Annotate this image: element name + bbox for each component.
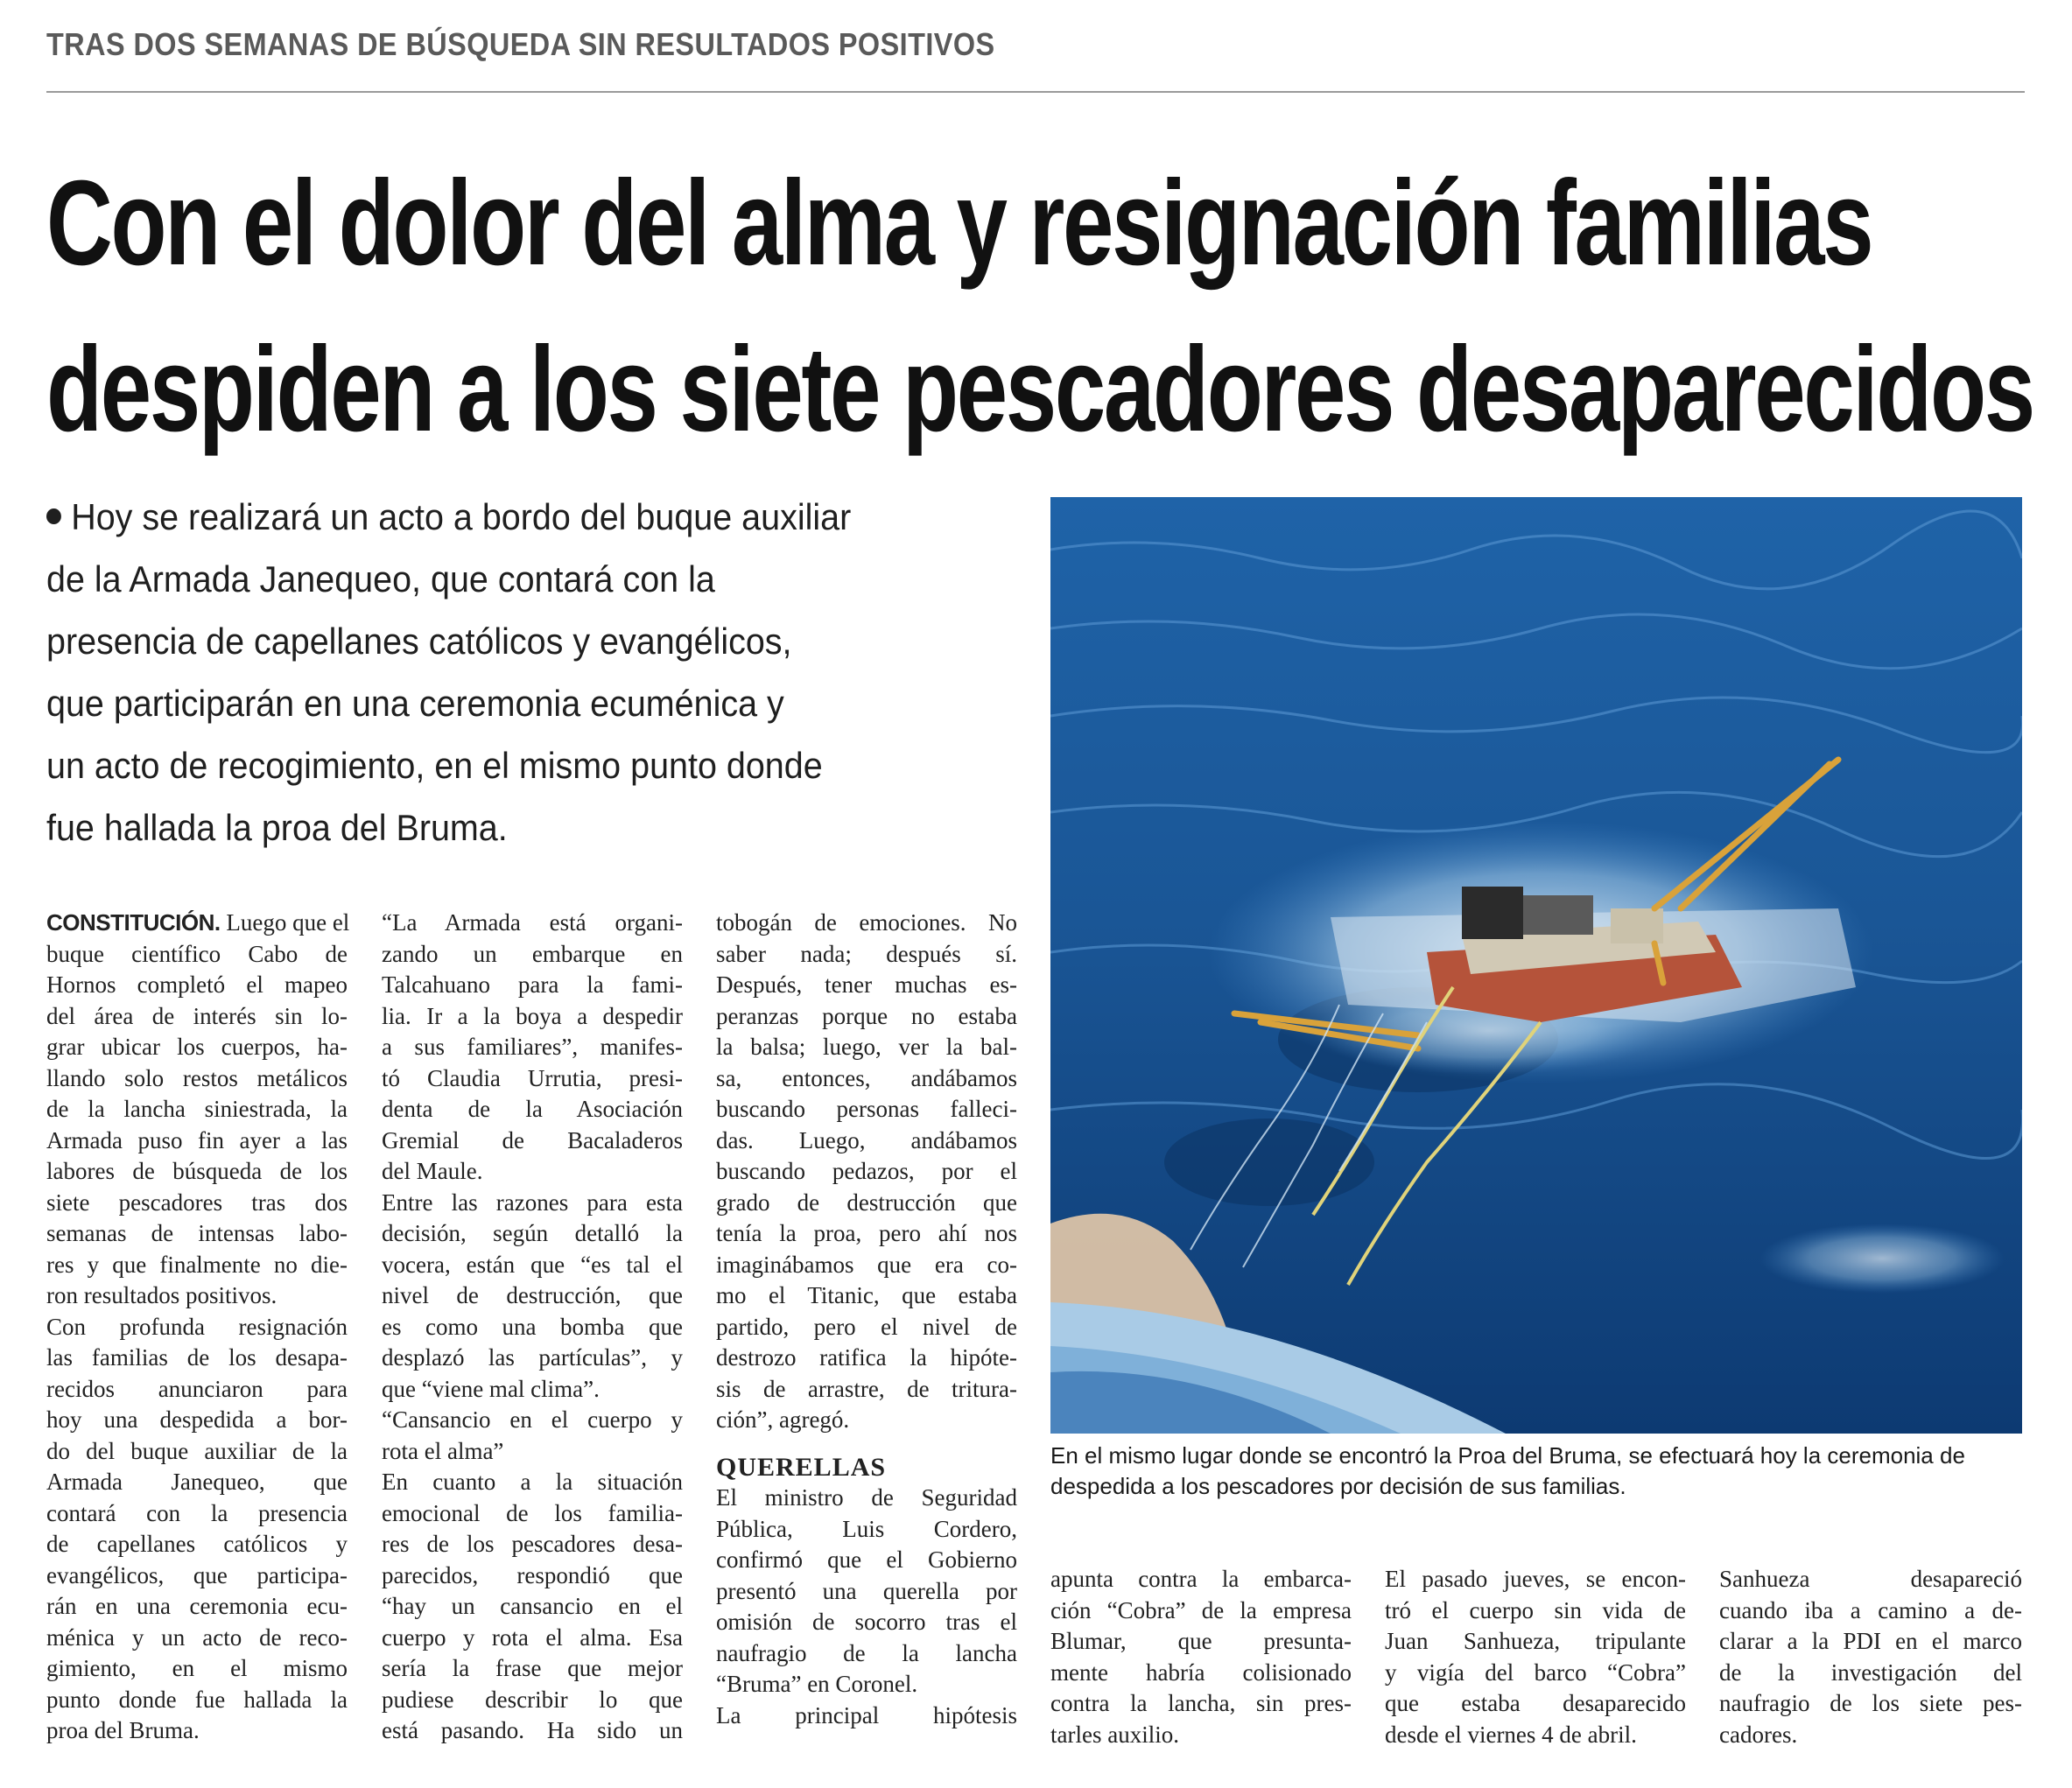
text-line: de la investigación del: [1719, 1658, 2022, 1686]
text-line: sería la frase que mejor: [382, 1655, 683, 1681]
text-line: Hornos completó el mapeo: [46, 971, 348, 998]
text-line: lia. Ir a la boya a despedir: [382, 1002, 683, 1029]
text-line: La principal hipótesis: [716, 1701, 1017, 1728]
text-line: del Maule.: [382, 1158, 483, 1184]
text-line: de capellanes católicos y: [46, 1531, 348, 1557]
caption-line: En el mismo lugar donde se encontró la Proa del Bruma, se efectuará hoy la ceremonia de: [1050, 1442, 1965, 1469]
text-line: cuando iba a camino a de-: [1719, 1596, 2022, 1623]
text-line: presentó una querella por: [716, 1577, 1017, 1604]
text-line: omisión de socorro tras el: [716, 1609, 1017, 1635]
text-line: Pública, Luis Cordero,: [716, 1515, 1017, 1542]
text-line: ción”, agregó.: [716, 1406, 850, 1433]
section-subhead: QUERELLAS: [716, 1452, 887, 1482]
text-line: rán en una ceremonia ecu-: [46, 1593, 348, 1619]
lead-line: que participarán en una ceremonia ecuménica y: [46, 683, 784, 724]
body-column-6: [1719, 1564, 2022, 1750]
text-line: contra la lancha, sin pres-: [1050, 1690, 1352, 1716]
text-line: naufragio de los siete pes-: [1719, 1690, 2022, 1716]
text-line: das. Luego, andábamos: [716, 1126, 1017, 1153]
body-column-4: [1050, 1564, 1352, 1750]
text-line: peranzas porque no estaba: [716, 1002, 1017, 1029]
text-line: buscando personas falleci-: [716, 1096, 1017, 1122]
text-line: rota el alma”: [382, 1437, 504, 1464]
lead-line: presencia de capellanes católicos y evangélicos,: [46, 621, 792, 662]
text-line: Juan Sanhueza, tripulante: [1385, 1628, 1686, 1654]
text-line: El ministro de Seguridad: [716, 1484, 1017, 1511]
text-line: recidos anunciaron para: [46, 1375, 348, 1402]
divider: [46, 91, 2025, 93]
text-line: decisión, según detalló la: [382, 1220, 683, 1246]
text-line: emocional de los familia-: [382, 1499, 683, 1526]
text-line: hoy una despedida a bor-: [46, 1406, 348, 1433]
text-line: denta de la Asociación: [382, 1096, 683, 1122]
shipwreck-photo: [1050, 497, 2022, 1434]
text-line: semanas de intensas labo-: [46, 1220, 348, 1246]
text-line: partido, pero el nivel de: [716, 1313, 1017, 1340]
text-line: Armada puso fin ayer a las: [46, 1126, 348, 1153]
photo-caption: [1050, 1441, 2022, 1502]
text-line: El pasado jueves, se encon-: [1385, 1566, 1686, 1592]
text-line: cadores.: [1719, 1721, 1798, 1748]
caption-line: despedida a los pescadores por decisión de sus familias.: [1050, 1473, 1626, 1499]
text-line: las familias de los desapa-: [46, 1344, 348, 1371]
lead-line: de la Armada Janequeo, que contará con la: [46, 558, 715, 600]
text-line: “La Armada está organi-: [382, 909, 683, 936]
text-line: siete pescadores tras dos: [46, 1188, 348, 1216]
text-line: pudiese describir lo que: [382, 1686, 683, 1713]
text-line: buscando pedazos, por el: [716, 1158, 1017, 1184]
text-line: gimiento, en el mismo: [46, 1655, 348, 1681]
body-column-1: [46, 908, 348, 1747]
text-line: evangélicos, que participa-: [46, 1561, 348, 1588]
text-line: tó Claudia Urrutia, presi-: [382, 1064, 683, 1091]
text-line: destrozo ratifica la hipóte-: [716, 1344, 1017, 1371]
text-line: confirmó que el Gobierno: [716, 1546, 1017, 1573]
body-column-3: [716, 908, 1017, 1731]
text-line: apunta contra la embarca-: [1050, 1566, 1352, 1592]
text-line: tenía la proa, pero ahí nos: [716, 1220, 1017, 1246]
lead-line: un acto de recogimiento, en el mismo punto donde: [46, 745, 823, 786]
text-line: llando solo restos metálicos: [46, 1064, 348, 1091]
text-line: que “viene mal clima”.: [382, 1375, 600, 1402]
text-line: tarles auxilio.: [1050, 1721, 1179, 1748]
text-line: “Bruma” en Coronel.: [716, 1671, 918, 1697]
text-line: sis de arrastre, de tritura-: [716, 1375, 1017, 1402]
text-line: punto donde fue hallada la: [46, 1686, 348, 1713]
text-line: grado de destrucción que: [716, 1188, 1017, 1216]
lead-line: fue hallada la proa del Bruma.: [46, 807, 508, 848]
text-line: Sanhueza desapareció: [1719, 1566, 2022, 1592]
bullet-icon: [46, 508, 61, 524]
text-line: Talcahuano para la fami-: [382, 971, 683, 998]
headline-line: despiden a los siete pescadores desaparecidos: [46, 322, 2033, 457]
text-line: buque científico Cabo de: [46, 940, 348, 967]
text-line: que estaba desaparecido: [1385, 1690, 1686, 1716]
text-line: mo el Titanic, que estaba: [716, 1282, 1017, 1308]
text-line: “Cansancio en el cuerpo y: [382, 1406, 683, 1433]
text-line: Con profunda resignación: [46, 1313, 348, 1340]
text-line: cuerpo y rota el alma. Esa: [382, 1623, 683, 1651]
text-line: ron resultados positivos.: [46, 1282, 277, 1308]
text-line: la balsa; luego, ver la bal-: [716, 1034, 1017, 1060]
text-line: imaginábamos que era co-: [716, 1251, 1017, 1278]
text-line: “hay un cansancio en el: [382, 1593, 683, 1619]
headline-line: Con el dolor del alma y resignación familias: [46, 156, 1872, 291]
text-line: Armada Janequeo, que: [46, 1469, 348, 1495]
text-line: clarar a la PDI en el marco: [1719, 1628, 2022, 1654]
text-line: proa del Bruma.: [46, 1717, 200, 1743]
text-line: parecidos, respondió que: [382, 1561, 683, 1588]
text-line: Gremial de Bacaladeros: [382, 1126, 683, 1153]
text-line: En cuanto a la situación: [382, 1469, 683, 1495]
text-line: nivel de destrucción, que: [382, 1282, 683, 1308]
text-line: contará con la presencia: [46, 1499, 348, 1526]
text-line: res de los pescadores desa-: [382, 1531, 683, 1557]
text-line: zando un embarque en: [382, 940, 683, 967]
kicker: TRAS DOS SEMANAS DE BÚSQUEDA SIN RESULTADOS POSITIVOS: [46, 26, 995, 62]
text-line: labores de búsqueda de los: [46, 1158, 348, 1184]
lead-paragraph: [46, 486, 968, 859]
text-line: sa, entonces, andábamos: [716, 1064, 1017, 1091]
text-line: está pasando. Ha sido un: [382, 1717, 683, 1743]
text-line: naufragio de la lancha: [716, 1639, 1017, 1666]
text-line: do del buque auxiliar de la: [46, 1437, 348, 1464]
text-line: CONSTITUCIÓN. Luego que el: [46, 909, 350, 936]
body-column-5: [1385, 1564, 1686, 1750]
text-line: res y que finalmente no die-: [46, 1251, 348, 1278]
text-line: saber nada; después sí.: [716, 940, 1017, 967]
lead-line: Hoy se realizará un acto a bordo del buque auxiliar: [46, 486, 968, 548]
text-line: desplazó las partículas”, y: [382, 1344, 683, 1371]
text-line: mente habría colisionado: [1050, 1658, 1352, 1686]
text-line: de la lancha siniestrada, la: [46, 1096, 348, 1122]
text-line: Blumar, que presunta-: [1050, 1628, 1352, 1654]
text-line: Después, tener muchas es-: [716, 971, 1017, 998]
text-line: del área de interés sin lo-: [46, 1002, 348, 1029]
body-column-2: [382, 908, 683, 1747]
text-line: a sus familiares”, manifes-: [382, 1034, 683, 1060]
text-line: ménica y un acto de reco-: [46, 1623, 348, 1651]
headline: [46, 140, 2033, 473]
text-line: tobogán de emociones. No: [716, 909, 1017, 936]
text-line: grar ubicar los cuerpos, ha-: [46, 1034, 348, 1060]
text-line: Entre las razones para esta: [382, 1188, 683, 1216]
text-line: es como una bomba que: [382, 1313, 683, 1340]
text-line: tró el cuerpo sin vida de: [1385, 1596, 1686, 1623]
text-line: vocera, están que “es tal el: [382, 1251, 683, 1278]
text-line: desde el viernes 4 de abril.: [1385, 1721, 1637, 1748]
text-line: y vigía del barco “Cobra”: [1385, 1658, 1686, 1686]
dateline: CONSTITUCIÓN.: [46, 909, 221, 936]
text-line: ción “Cobra” de la empresa: [1050, 1596, 1352, 1623]
